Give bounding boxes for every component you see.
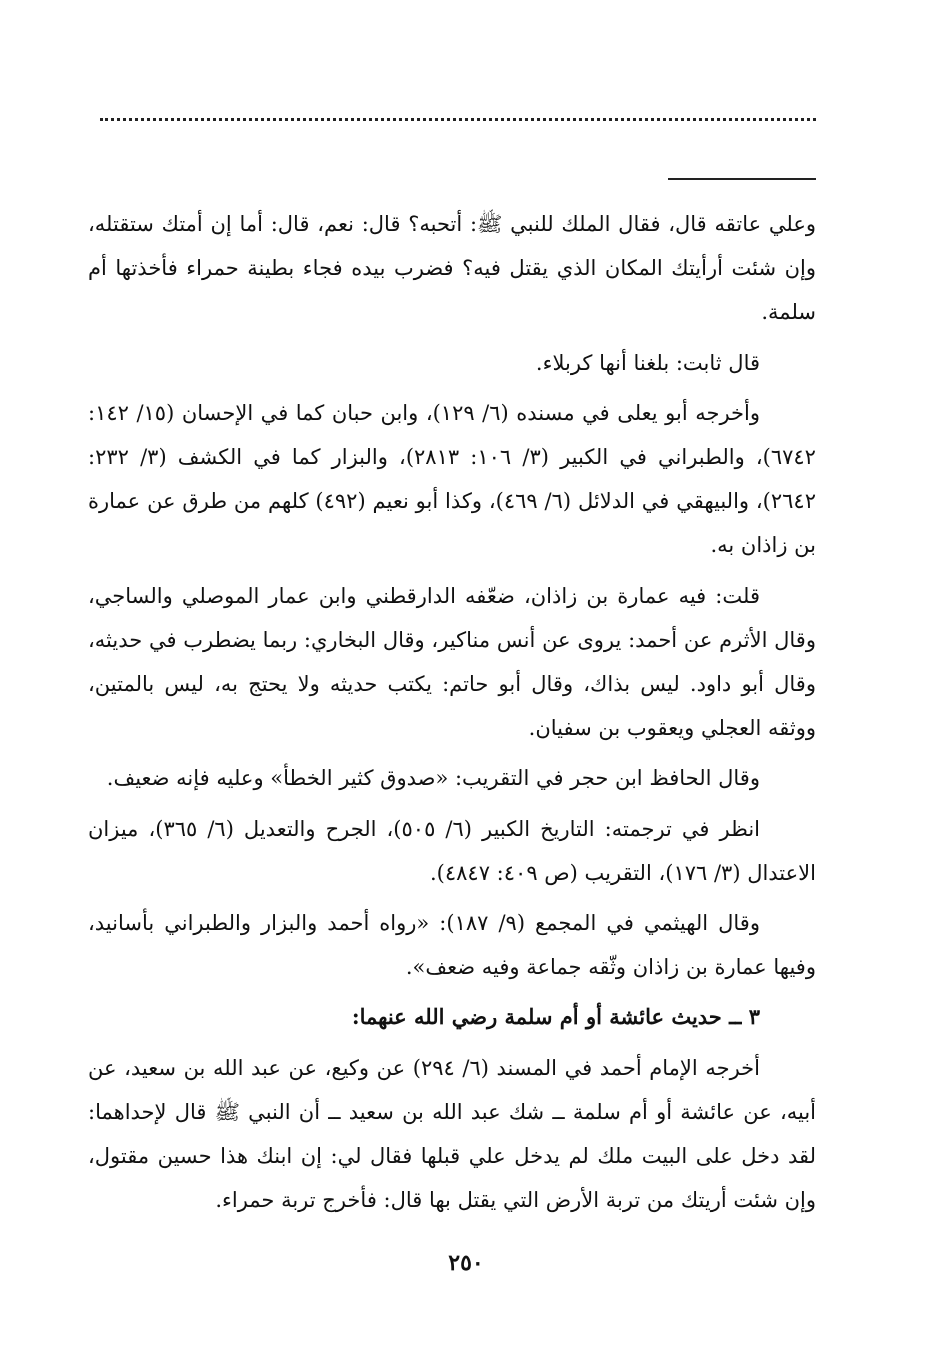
footnote-rule [668, 178, 816, 180]
paragraph-continuation: وعلي عاتقه قال، فقال الملك للنبي ﷺ: أتحبه؟ قال: نعم، قال: أما إن أمتك ستقتله، وإن شئت أرأيتك المكان الذي يقتل فيه؟ فضرب بيده فجاء بطينة حمراء فأخذتها أم سلمة. [88, 212, 816, 325]
paragraph-takhrij: وأخرجه أبو يعلى في مسنده (٦/ ١٢٩)، وابن حبان كما في الإحسان (١٥/ ١٤٢: ٦٧٤٢)، والطبراني في الكبير (٣/ ١٠٦: ٢٨١٣)، والبزار كما في الكشف (٣/ ٢٣٢: ٢٦٤٢)، والبيهقي في الدلائل (٦/ ٤٦٩)، وكذا أبو نعيم (٤٩٢) كلهم من طرق عن عمارة بن زاذان به. [88, 400, 816, 558]
dotted-separator [100, 118, 816, 121]
paragraph-ibn-hajar: وقال الحافظ ابن حجر في التقريب: «صدوق كثير الخطأ» وعليه فإنه ضعيف. [106, 766, 760, 791]
page-body [88, 202, 816, 1222]
section-heading: ٣ ــ حديث عائشة أو أم سلمة رضي الله عنهما: [351, 1004, 760, 1030]
paragraph-haythami: وقال الهيثمي في المجمع (٩/ ١٨٧): «رواه أحمد والبزار والطبراني بأسانيد، وفيها عمارة بن زاذان وثّقه جماعة وفيه ضعف». [88, 911, 816, 980]
paragraph-thabit: قال ثابت: بلغنا أنها كربلاء. [535, 350, 760, 375]
page-number: ٢٥٠ [448, 1250, 484, 1276]
paragraph-tarjama: انظر في ترجمته: التاريخ الكبير (٦/ ٥٠٥)، الجرح والتعديل (٦/ ٣٦٥)، ميزان الاعتدال (٣/ ١٧٦)، التقريب (ص ٤٠٩: ٤٨٤٧). [88, 816, 816, 885]
paragraph-ahmad: أخرجه الإمام أحمد في المسند (٦/ ٢٩٤) عن وكيع، عن عبد الله بن سعيد، عن أبيه، عن عائشة أو أم سلمة ــ شك عبد الله بن سعيد ــ أن النبي ﷺ قال لإحداهما: لقد دخل على البيت ملك لم يدخل علي قبلها فقال لي: إن ابنك هذا حسين مقتول، وإن شئت أريتك من تربة الأرض التي يقتل بها قال: فأخرج تربة حمراء. [88, 1055, 816, 1213]
paragraph-qultu: قلت: فيه عمارة بن زاذان، ضعّفه الدارقطني وابن عمار الموصلي والساجي، وقال الأثرم عن أحمد: يروى عن أنس مناكير، وقال البخاري: ربما يضطرب في حديثه، وقال أبو داود. ليس بذاك، وقال أبو حاتم: يكتب حديثه ولا يحتج به، ليس بالمتين، ووثقه العجلي ويعقوب بن سفيان. [88, 583, 816, 741]
